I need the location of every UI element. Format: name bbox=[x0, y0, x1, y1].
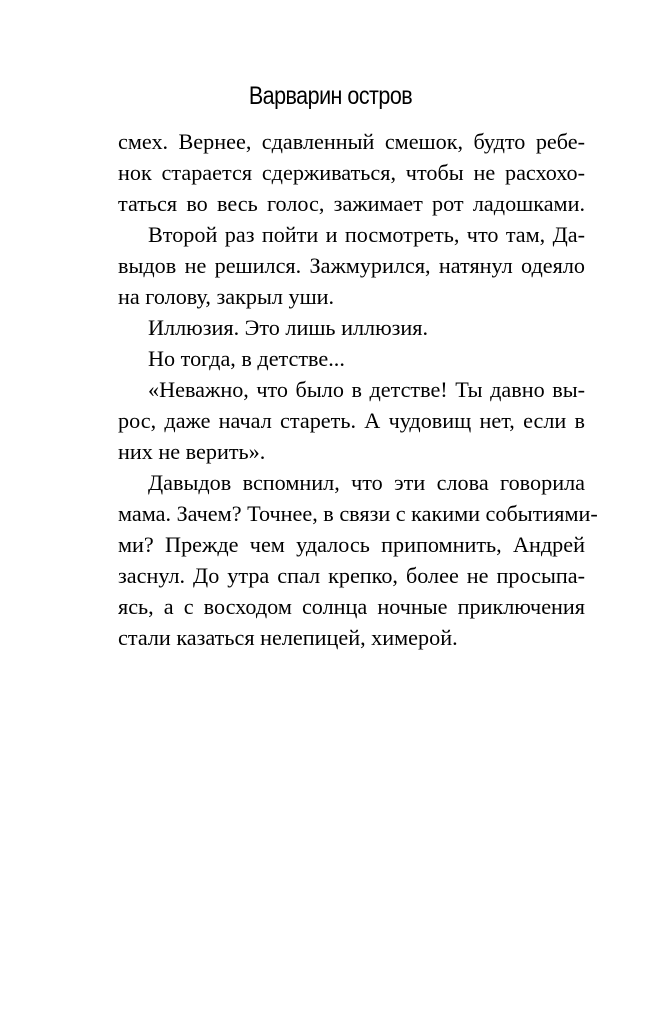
text-line: рос, даже начал стареть. А чудовищ нет, если в bbox=[118, 408, 585, 433]
text-line: Давыдов вспомнил, что эти слова говорила bbox=[148, 470, 585, 495]
text-line: них не верить». bbox=[118, 439, 266, 464]
text-line: выдов не решился. Зажмурился, натянул одеяло bbox=[118, 253, 585, 278]
text-line: заснул. До утра спал крепко, более не просыпа- bbox=[118, 563, 585, 588]
text-line: смех. Вернее, сдавленный смешок, будто ребе- bbox=[118, 129, 585, 154]
text-line: стали казаться нелепицей, химерой. bbox=[118, 625, 458, 650]
text-line: на голову, закрыл уши. bbox=[118, 284, 335, 309]
body-text bbox=[118, 126, 598, 653]
text-line: таться во весь голос, зажимает рот ладошками. bbox=[118, 191, 585, 216]
text-line: нок старается сдерживаться, чтобы не расхохо- bbox=[118, 160, 585, 185]
text-line: Но тогда, в детстве... bbox=[148, 346, 345, 371]
text-line: ми? Прежде чем удалось припомнить, Андрей bbox=[118, 532, 585, 557]
text-line: «Неважно, что было в детстве! Ты давно вы- bbox=[148, 377, 585, 402]
running-title: Варварин остров bbox=[248, 82, 413, 110]
text-line: ясь, а с восходом солнца ночные приключения bbox=[118, 594, 585, 619]
text-line: Иллюзия. Это лишь иллюзия. bbox=[148, 315, 429, 340]
text-line: Второй раз пойти и посмотреть, что там, Да- bbox=[148, 222, 585, 247]
text-line: мама. Зачем? Точнее, в связи с какими событиями- bbox=[118, 501, 598, 526]
